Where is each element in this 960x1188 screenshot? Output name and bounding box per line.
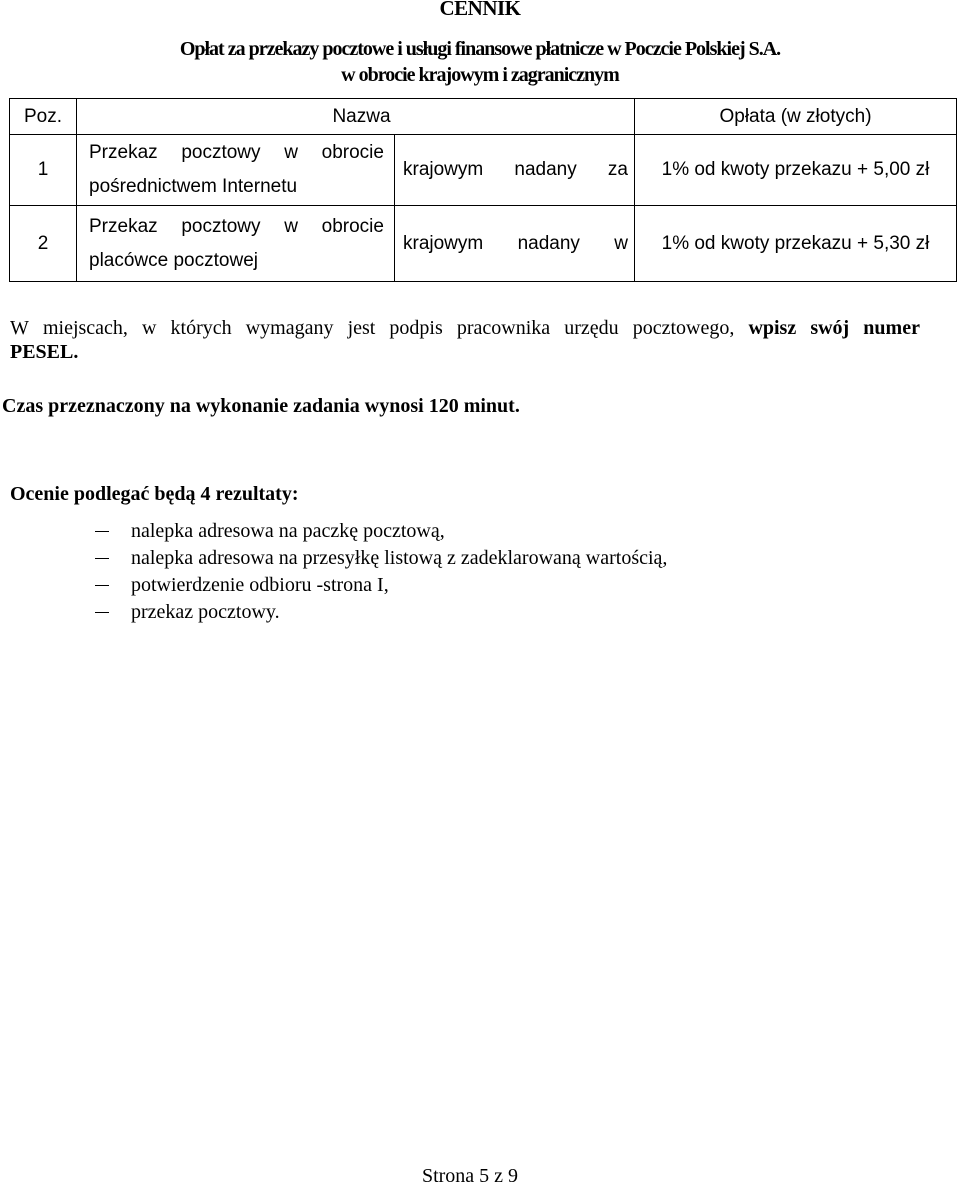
- dash-bullet: [95, 612, 109, 614]
- name-word: pocztowy: [181, 142, 261, 163]
- name-line2: pośrednictwem Internetu: [89, 176, 298, 197]
- page-number: Strona 5 z 9: [421, 1165, 519, 1187]
- name-word: w: [284, 215, 298, 237]
- name-word: w: [284, 142, 298, 163]
- document-subtitle: Opłat za przekazy pocztowe i usługi finansowe płatnicze w Poczcie Polskiej S.A.: [179, 38, 781, 60]
- list-item-text: potwierdzenie odbioru -strona I,: [131, 574, 389, 596]
- header-name: Nazwa: [77, 99, 635, 135]
- row-mode: [395, 206, 635, 282]
- name-word: obrocie: [321, 215, 384, 237]
- row-number: 2: [10, 206, 77, 282]
- instruction-word: których: [170, 317, 232, 339]
- instruction-word-bold: swój: [810, 317, 850, 339]
- instruction-word: pracownika: [456, 317, 551, 339]
- instruction-word: W: [10, 317, 29, 339]
- row-fee: 1% od kwoty przekazu + 5,00 zł: [635, 135, 957, 206]
- instruction-word: urzędu: [564, 317, 619, 339]
- table-row: [10, 206, 957, 282]
- name-word: obrocie: [321, 142, 384, 163]
- list-item-text: nalepka adresowa na paczkę pocztową,: [131, 520, 445, 542]
- instruction-word: w: [142, 317, 157, 339]
- mode-word: krajowym: [403, 159, 484, 180]
- mode-word: krajowym: [403, 232, 484, 254]
- instruction-word: pocztowego,: [632, 317, 735, 339]
- instruction-word: jest: [347, 317, 376, 339]
- results-list: [95, 518, 667, 626]
- row-name: [77, 135, 395, 206]
- row-number: 1: [10, 135, 77, 206]
- name-word: Przekaz: [89, 215, 158, 237]
- header-fee: Opłata (w złotych): [635, 99, 957, 135]
- instruction-pesel: PESEL.: [10, 341, 79, 363]
- time-note: Czas przeznaczony na wykonanie zadania wynosi 120 minut.: [2, 395, 520, 417]
- dash-bullet: [95, 558, 109, 560]
- list-item-text: nalepka adresowa na przesyłkę listową z zadeklarowaną wartością,: [131, 547, 668, 569]
- name-line2: placówce pocztowej: [89, 249, 258, 271]
- price-table: [9, 98, 957, 282]
- mode-word: nadany: [514, 159, 577, 180]
- results-heading: Ocenie podlegać będą 4 rezultaty:: [10, 483, 299, 505]
- row-mode: [395, 135, 635, 206]
- list-item-text: przekaz pocztowy.: [131, 601, 280, 623]
- instruction-word: wymagany: [245, 317, 334, 339]
- name-word: Przekaz: [89, 142, 158, 163]
- name-word: pocztowy: [181, 215, 261, 237]
- table-row: [10, 135, 957, 206]
- list-item: [95, 572, 667, 599]
- instruction-word: podpis: [389, 317, 443, 339]
- header-poz: Poz.: [10, 99, 77, 135]
- instruction-word-bold: numer: [863, 317, 920, 339]
- mode-word: w: [614, 232, 628, 254]
- pesel-instruction: [10, 316, 920, 364]
- mode-word: nadany: [517, 232, 580, 254]
- row-name: [77, 206, 395, 282]
- list-item: [95, 599, 667, 626]
- instruction-word: miejscach,: [42, 317, 128, 339]
- document-title: CENNIK: [439, 0, 521, 20]
- list-item: [95, 545, 667, 572]
- dash-bullet: [95, 585, 109, 587]
- document-subtitle-line2: w obrocie krajowym i zagranicznym: [341, 64, 619, 86]
- mode-word: za: [607, 159, 628, 180]
- row-fee: 1% od kwoty przekazu + 5,30 zł: [635, 206, 957, 282]
- list-item: [95, 518, 667, 545]
- dash-bullet: [95, 531, 109, 533]
- instruction-word-bold: wpisz: [748, 317, 797, 339]
- table-header-row: [10, 99, 957, 135]
